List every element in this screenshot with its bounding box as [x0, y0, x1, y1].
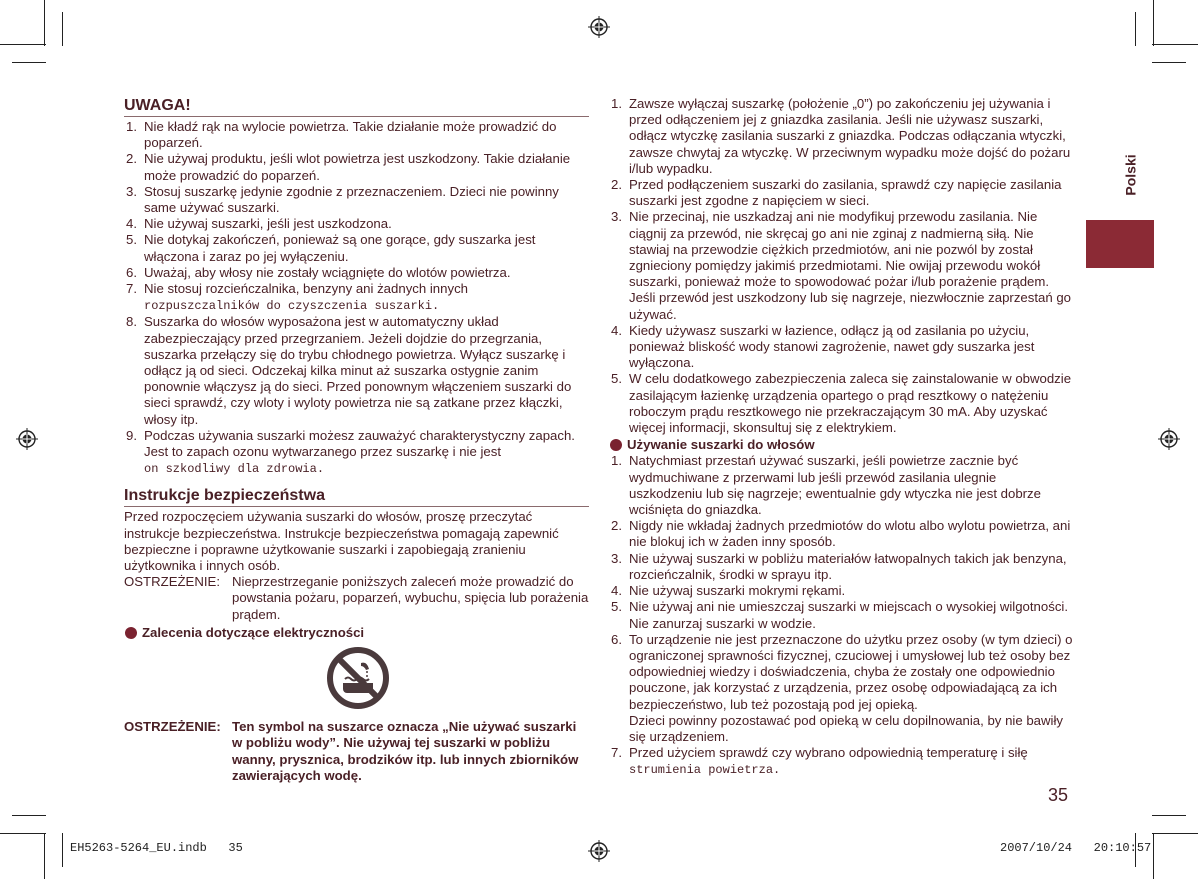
footer-timestamp: 2007/10/24 20:10:57 [1000, 841, 1152, 855]
list-item: 7. Przed użyciem sprawdź czy wybrano odpowiednią temperaturę i siłę strumienia powietrza. [611, 745, 1028, 778]
registration-mark-icon [588, 840, 610, 862]
uwaga-heading: UWAGA! [124, 96, 589, 117]
list-item: 3. Nie przecinaj, nie uszkadzaj ani nie modyfikuj przewodu zasilania. Nie ciągnij za przewód, nie skręcaj go ani nie zginaj z nadmierną siłą. Nie stawiaj na przewodzie ciężkich przedmiotów, ani nie pozwól by został zgnieciony pomiędzy jakimiś przedmiotami. Nie owijaj przewodu wokół suszarki, ponieważ może to spowodować pożar i/lub porażenie prądem. Jeśli przewód jest uszkodzony lub się nagrzeje, niezwłocznie zaprzestań go używać. [611, 209, 1072, 322]
crop-mark [44, 833, 45, 879]
crop-mark [0, 833, 46, 834]
crop-mark [12, 815, 46, 816]
symbol-area [124, 641, 589, 711]
list-item: 5. Nie dotykaj zakończeń, ponieważ są one gorące, gdy suszarka jest włączona i zaraz po jej wyłączeniu. [126, 232, 536, 264]
crop-mark [1152, 815, 1186, 816]
list-item: 5. Nie używaj ani nie umieszczaj suszarki w miejscach o wysokiej wilgotności. Nie zanurzaj suszarki w wodzie. [611, 599, 1069, 631]
crop-mark [62, 833, 63, 867]
list-item: 1. Zawsze wyłączaj suszarkę (położenie „0”) po zakończeniu jej używania i przed odłączeniem jej z gniazdka zasilania. Jeśli nie używasz suszarki, odłącz wtyczkę zasilania suszarki z gniazdka. Podczas odłączania wtyczki, zawsze chwytaj za wtyczkę. W przeciwnym wypadku może dojść do pożaru i/lub wypadku. [611, 96, 1071, 176]
electrical-heading: Zalecenia dotyczące elektryczności [124, 625, 589, 641]
list-item: 1. Natychmiast przestań używać suszarki, jeśli powietrze zacznie być wydmuchiwane z przerwami lub jeśli przewód zasilania ulegnie uszkodzeniu lub się nagrzeje; ewentualnie gdy wtyczka nie jest dobrze wciśnięta do gniazdka. [611, 453, 1041, 518]
list-item: 2. Nie używaj produktu, jeśli wlot powietrza jest uszkodzony. Takie działanie może prowadzić do poparzeń. [126, 151, 571, 183]
list-item: 8. Suszarka do włosów wyposażona jest w automatyczny układ zabezpieczający przed przegrzaniem. Jeżeli dojdzie do przegrzania, suszarka przełączy się do trybu chłodnego powietrza. Wyłącz suszarkę i odłącz ją od sieci. Odczekaj kilka minut aż suszarka ostygnie zanim ponownie włączysz ją do sieci. Przed ponownym włączeniem suszarki do sieci sprawdź, czy wloty i wyloty powietrza nie są zatkane przez kłączki, włosy itp. [126, 314, 572, 427]
list-item: 3. Stosuj suszarkę jedynie zgodnie z przeznaczeniem. Dzieci nie powinny same używać suszarki. [126, 183, 559, 216]
list-item: 5. W celu dodatkowego zabezpieczenia zaleca się zainstalowanie w obwodzie zasilającym łazienkę urządzenia opartego o prąd resztkowy o natężeniu roboczym prądu resztkowego nie przekraczającym 30 mA. Aby uzyskać więcej informacji, skonsultuj się z elektrykiem. [611, 371, 1072, 436]
water-warning-block [124, 719, 589, 784]
crop-mark [62, 12, 63, 46]
list-item: 4. Nie używaj suszarki, jeśli jest uszkodzona. [126, 216, 392, 232]
warning-label: OSTRZEŻENIE: [124, 719, 221, 735]
list-item: 1. Nie kładź rąk na wylocie powietrza. Takie działanie może prowadzić do poparzeń. [126, 119, 557, 151]
warning-label: OSTRZEŻENIE: [124, 574, 220, 590]
registration-mark-icon [16, 428, 38, 450]
right-column [609, 96, 1073, 779]
usage-heading: Używanie suszarki do włosów [609, 437, 1073, 453]
crop-mark [1152, 62, 1186, 63]
crop-mark [1135, 12, 1136, 46]
warning-text: Nieprzestrzeganie poniższych zaleceń może prowadzić do powstania pożaru, poparzeń, wybuchu, spięcia lub porażenia prądem. [232, 574, 589, 622]
crop-mark [0, 44, 46, 45]
registration-mark-icon [588, 16, 610, 38]
crop-mark [1153, 833, 1154, 879]
language-tab-marker [1086, 220, 1154, 268]
uwaga-list [124, 119, 589, 477]
instructions-paragraph: Przed rozpoczęciem używania suszarki do włosów, proszę przeczytać instrukcje bezpieczeństwa. Instrukcje bezpieczeństwa pomagają zapewnić bezpieczne i poprawne użytkowanie suszarki i zapobiegają zranieniu użytkownika i innych osób. [124, 509, 559, 574]
crop-mark [1153, 0, 1154, 46]
crop-mark [1152, 44, 1198, 45]
list-item: 3. Nie używaj suszarki w pobliżu materiałów łatwopalnych takich jak benzyna, rozcieńczalnik, środki w sprayu itp. [611, 550, 1067, 582]
instructions-heading: Instrukcje bezpieczeństwa [124, 486, 589, 507]
list-item: 6. Uważaj, aby włosy nie zostały wciągnięte do wlotów powietrza. [126, 264, 511, 280]
warning-block [124, 574, 589, 623]
language-side-label: Polski [1122, 154, 1139, 196]
list-item: 4. Nie używaj suszarki mokrymi rękami. [611, 583, 846, 599]
usage-list [609, 453, 1073, 778]
electrical-list [609, 96, 1073, 436]
list-item: 6. To urządzenie nie jest przeznaczone do użytku przez osoby (w tym dzieci) o ograniczonej sprawności fizycznej, czuciowej i umysłowej lub też osoby bez odpowiedniej wiedzy i doświadczenia, chyba że zostały one odpowiednio pouczone, jak korzystać z urządzenia, przez osobę odpowiadającą za ich bezpieczeństwo, lub też pozostają pod jej opieką. Dzieci powinny pozostawać pod opieką w celu dopilnowania, by nie bawiły się urządzeniem. [611, 631, 1073, 744]
left-column [124, 96, 589, 784]
crop-mark [12, 62, 46, 63]
crop-mark [1152, 833, 1198, 834]
list-item: 9. Podczas używania suszarki możesz zauważyć charakterystyczny zapach. Jest to zapach ozonu wytwarzanego przez suszarkę i nie jest on szkodliwy dla zdrowia. [126, 427, 575, 477]
list-item: 7. Nie stosuj rozcieńczalnika, benzyny ani żadnych innych rozpuszczalników do czyszczenia suszarki. [126, 281, 468, 314]
warning-text: Ten symbol na suszarce oznacza „Nie używać suszarki w pobliżu wody”. Nie używaj tej suszarki w pobliżu wanny, prysznica, brodzików itp. lub innych zbiorników zawierających wodę. [232, 719, 579, 783]
registration-mark-icon [1158, 428, 1180, 450]
list-item: 4. Kiedy używasz suszarki w łazience, odłącz ją od zasilania po użyciu, ponieważ bliskość wody stanowi zagrożenie, nawet gdy suszarka jest wyłączona. [611, 322, 1035, 371]
list-item: 2. Nigdy nie wkładaj żadnych przedmiotów do wlotu albo wylotu powietrza, ani nie blokuj ich w żaden inny sposób. [611, 518, 1071, 550]
footer-file-info: EH5263-5264_EU.indb 35 [70, 841, 243, 855]
list-item: 2. Przed podłączeniem suszarki do zasilania, sprawdź czy napięcie zasilania suszarki jest zgodne z napięciem w sieci. [611, 177, 1062, 209]
no-water-bath-icon [327, 647, 389, 709]
crop-mark [44, 0, 45, 46]
page-number: 35 [1048, 785, 1069, 805]
